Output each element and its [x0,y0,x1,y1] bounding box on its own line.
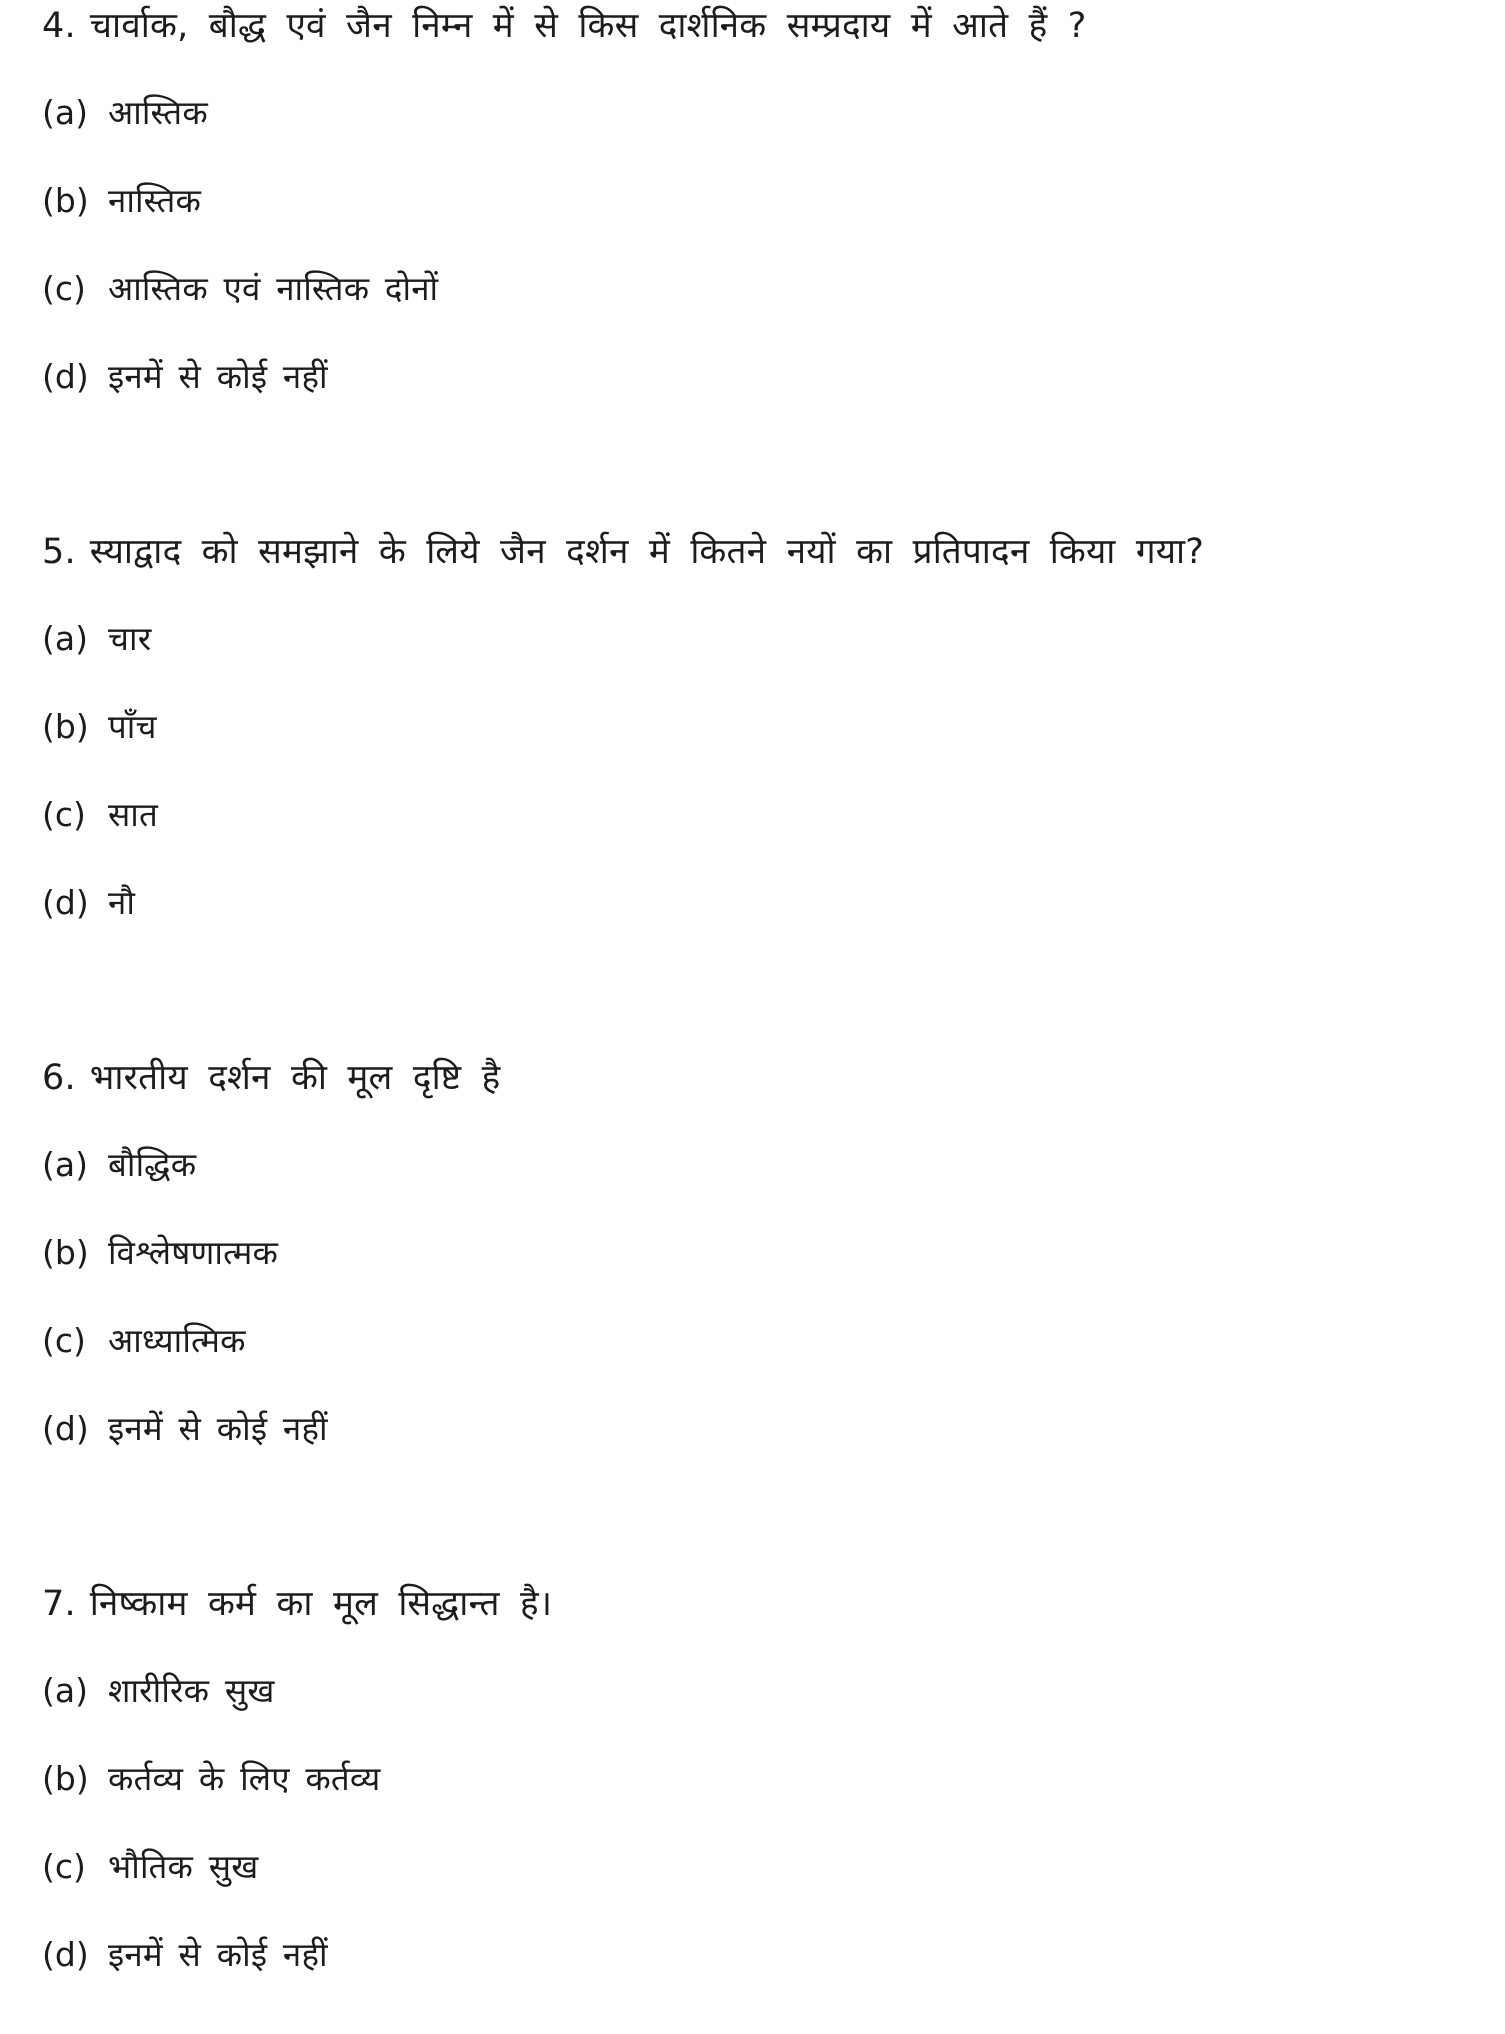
option-label: (d) [42,1935,89,1974]
option-row [42,1932,1475,1978]
question-number: 6. [42,1058,76,1098]
option-label: (d) [42,357,89,396]
option-row [42,1142,1475,1188]
option-text: इनमें से कोई नहीं [108,1409,328,1448]
option-row [42,704,1475,750]
question-number: 5. [42,532,76,572]
option-label: (c) [42,269,86,308]
question-text: स्याद्वाद को समझाने के लिये जैन दर्शन में कितने नयों का प्रतिपादन किया गया? [89,532,1205,572]
question-text: भारतीय दर्शन की मूल दृष्टि है [89,1058,501,1098]
option-row [42,1318,1475,1364]
option-text: शारीरिक सुख [108,1671,275,1710]
question-line [42,1054,1475,1102]
question-text: चार्वाक, बौद्ध एवं जैन निम्न में से किस दार्शनिक सम्प्रदाय में आते हैं ? [89,6,1087,46]
option-row [42,266,1475,312]
option-text: नास्तिक [108,181,201,220]
option-label: (b) [42,1759,89,1798]
question-line [42,528,1475,576]
option-row [42,1406,1475,1452]
option-label: (b) [42,181,89,220]
option-label: (a) [42,619,88,658]
option-label: (d) [42,1409,89,1448]
option-row [42,1230,1475,1276]
option-text: चार [108,619,152,658]
question-block [42,528,1475,926]
option-row [42,178,1475,224]
option-label: (b) [42,707,89,746]
option-text: आध्यात्मिक [108,1321,246,1360]
options-list [42,616,1475,926]
option-text: बौद्धिक [108,1145,197,1184]
options-list [42,1668,1475,1978]
option-text: आस्तिक [108,93,208,132]
question-line [42,1580,1475,1628]
option-label: (c) [42,1847,86,1886]
option-text: सात [108,795,159,834]
question-text: निष्काम कर्म का मूल सिद्धान्त है। [89,1584,553,1624]
option-row [42,880,1475,926]
option-text: कर्तव्य के लिए कर्तव्य [108,1759,381,1798]
question-block [42,1054,1475,1452]
question-line [42,2,1475,50]
options-list [42,1142,1475,1452]
question-block [42,1580,1475,1978]
question-number: 4. [42,6,76,46]
option-label: (a) [42,1671,88,1710]
option-label: (a) [42,1145,88,1184]
option-text: आस्तिक एवं नास्तिक दोनों [108,269,439,308]
option-row [42,1844,1475,1890]
option-label: (c) [42,1321,86,1360]
question-number: 7. [42,1584,76,1624]
option-text: इनमें से कोई नहीं [108,357,328,396]
option-text: पाँच [108,707,157,746]
option-label: (c) [42,795,86,834]
option-row [42,90,1475,136]
options-list [42,90,1475,400]
option-text: विश्लेषणात्मक [108,1233,279,1272]
option-row [42,354,1475,400]
option-label: (a) [42,93,88,132]
option-text: भौतिक सुख [108,1847,259,1886]
option-label: (d) [42,883,89,922]
option-text: इनमें से कोई नहीं [108,1935,328,1974]
question-block [42,2,1475,400]
option-row [42,616,1475,662]
option-text: नौ [108,883,136,922]
option-row [42,1668,1475,1714]
option-label: (b) [42,1233,89,1272]
option-row [42,792,1475,838]
option-row [42,1756,1475,1802]
